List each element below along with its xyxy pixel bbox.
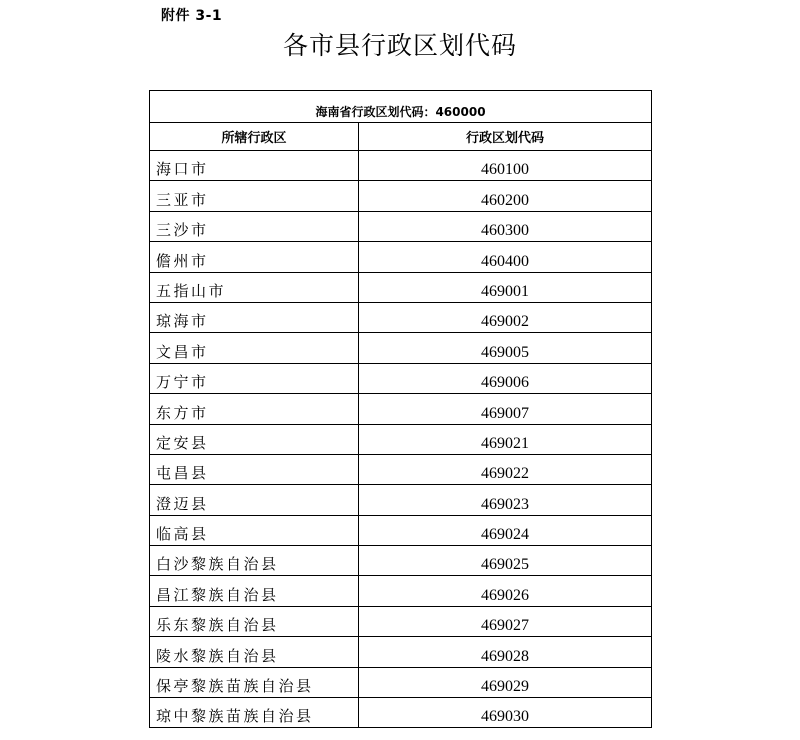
table-row [150,151,652,181]
table-header-row [150,123,652,151]
region-name: 白沙黎族自治县 [150,546,359,576]
region-name: 儋州市 [150,242,359,272]
region-code: 469021 [359,424,652,454]
region-code: 469022 [359,454,652,484]
region-code: 460100 [359,151,652,181]
table-row [150,698,652,728]
table-row [150,394,652,424]
attachment-label: 附件 3-1 [161,8,223,24]
region-name: 琼中黎族苗族自治县 [150,698,359,728]
table-row [150,667,652,697]
region-name: 定安县 [150,424,359,454]
region-name: 三沙市 [150,211,359,241]
page-title: 各市县行政区划代码 [282,31,517,60]
table-row [150,576,652,606]
region-name: 昌江黎族自治县 [150,576,359,606]
region-name: 琼海市 [150,302,359,332]
region-name: 乐东黎族自治县 [150,606,359,636]
region-name: 保亭黎族苗族自治县 [150,667,359,697]
region-code: 469006 [359,363,652,393]
region-name: 海口市 [150,151,359,181]
table-row [150,485,652,515]
region-code: 460300 [359,211,652,241]
table-body [150,151,652,728]
table-row [150,424,652,454]
region-code: 469030 [359,698,652,728]
region-code: 469002 [359,302,652,332]
region-code: 469024 [359,515,652,545]
table-row [150,637,652,667]
region-name: 万宁市 [150,363,359,393]
region-name: 陵水黎族自治县 [150,637,359,667]
table-row [150,363,652,393]
column-header-region: 所辖行政区 [150,123,359,151]
region-code: 469005 [359,333,652,363]
table-row [150,606,652,636]
table-caption: 海南省行政区划代码：460000 [150,91,652,123]
table-caption-row [150,91,652,123]
table-row [150,454,652,484]
region-code: 460400 [359,242,652,272]
region-name: 临高县 [150,515,359,545]
table-row [150,181,652,211]
admin-code-table [149,90,652,728]
region-code: 469001 [359,272,652,302]
region-name: 东方市 [150,394,359,424]
table-row [150,242,652,272]
table-row [150,515,652,545]
table-row [150,302,652,332]
region-name: 澄迈县 [150,485,359,515]
region-code: 469028 [359,637,652,667]
region-code: 469029 [359,667,652,697]
region-name: 屯昌县 [150,454,359,484]
column-header-code: 行政区划代码 [359,123,652,151]
region-code: 469007 [359,394,652,424]
table-row [150,333,652,363]
table-row [150,272,652,302]
region-code: 469023 [359,485,652,515]
region-code: 469027 [359,606,652,636]
region-name: 三亚市 [150,181,359,211]
region-code: 469025 [359,546,652,576]
region-code: 469026 [359,576,652,606]
region-code: 460200 [359,181,652,211]
region-name: 文昌市 [150,333,359,363]
region-name: 五指山市 [150,272,359,302]
table-row [150,546,652,576]
table-row [150,211,652,241]
